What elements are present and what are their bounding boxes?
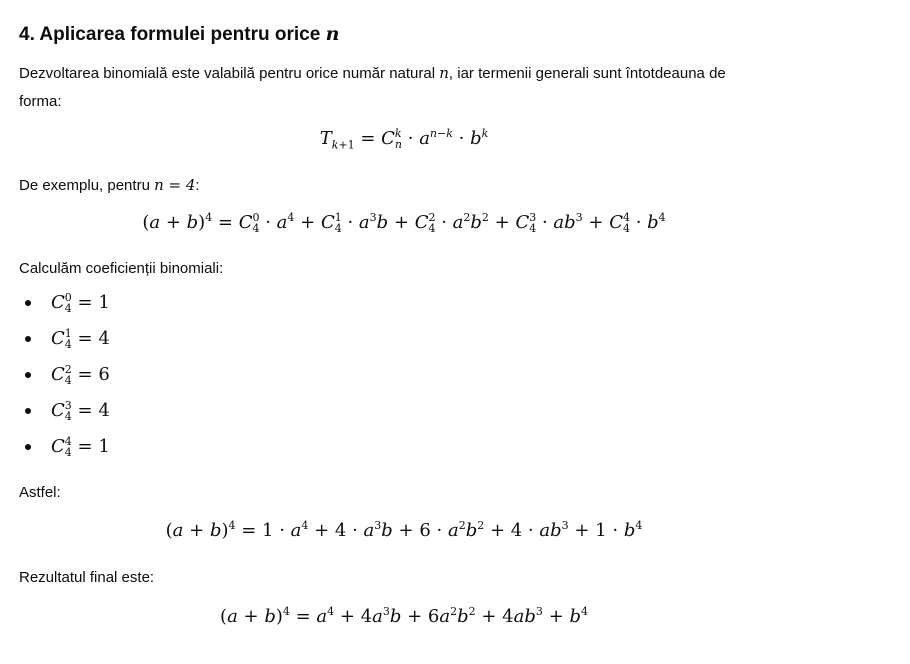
heading-variable: n xyxy=(325,23,340,45)
thus-label: Astfel: xyxy=(19,484,61,501)
coef-n: 4 xyxy=(64,410,72,423)
coef-k: 2 xyxy=(64,363,72,376)
coef-value: 1 xyxy=(98,292,110,313)
general-term-equation: $T_{k+1} = C$ k n · $a^{n-k} \cdot b^k$ xyxy=(319,127,489,152)
coef-k: 1 xyxy=(64,327,72,340)
coef-n: 4 xyxy=(64,446,72,459)
coef-n: 4 xyxy=(64,338,72,351)
coef-value: 4 xyxy=(98,400,110,421)
coef-k: 4 xyxy=(64,435,72,448)
coef-value: 4 xyxy=(98,328,110,349)
example-paragraph xyxy=(19,171,200,200)
bullet-icon xyxy=(25,372,31,378)
final-expansion-equation: $(a + b)^4 = a^4 + 4a^3b + 6a^2b^2 + 4ab^3 + b^4$ xyxy=(220,605,588,627)
heading-text: 4. Aplicarea formulei pentru orice xyxy=(19,24,321,45)
numeric-expansion-equation: $(a + b)^4 = 1 \cdot a^4 + 4 \cdot a^3b + 6 \cdot a^2b^2 + 4 \cdot ab^3 + 1 \cdot b^4$ xyxy=(165,519,643,541)
coef-k: 3 xyxy=(64,399,72,412)
example-text: De exemplu, pentru xyxy=(19,177,150,194)
coef-value: 1 xyxy=(98,436,110,457)
intro-text-end: , iar termenii generali sunt întotdeauna de xyxy=(448,65,726,82)
coef-n: 4 xyxy=(64,302,72,315)
coefficients-label: Calculăm coeficienții binomiali: xyxy=(19,260,224,277)
coef-n: 4 xyxy=(64,374,72,387)
symbolic-expansion-equation: $(a + b)^4 = C$ 0 4 · $a^4 + C$ 1 4 · $a^3b + C$ 2 4 · $a^2b^2 + C$ 3 4 · $ab^3 + C$ 4 4 · $b^4$ xyxy=(142,211,666,235)
intro-paragraph xyxy=(19,59,819,116)
result-label: Rezultatul final este: xyxy=(19,569,155,586)
coef-k: 0 xyxy=(64,291,72,304)
bullet-icon xyxy=(25,336,31,342)
coef-value: 6 xyxy=(98,364,110,385)
intro-variable: n xyxy=(439,64,449,82)
example-colon: : xyxy=(195,177,200,194)
intro-text-start: Dezvoltarea binomială este valabilă pentru orice număr natural xyxy=(19,65,436,82)
bullet-icon xyxy=(25,300,31,306)
intro-text-line2: forma: xyxy=(19,93,62,110)
example-math: n = 4 xyxy=(154,176,196,194)
section-heading xyxy=(19,20,339,49)
bullet-icon xyxy=(25,408,31,414)
bullet-icon xyxy=(25,444,31,450)
